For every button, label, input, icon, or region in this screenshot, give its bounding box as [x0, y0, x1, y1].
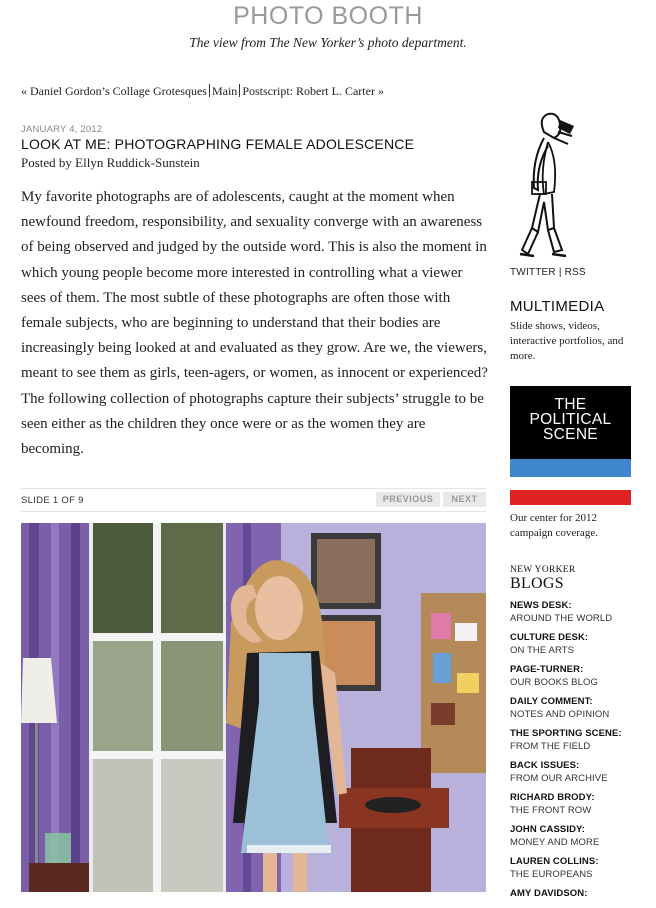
main-link[interactable]: Main	[211, 84, 238, 98]
post-article	[21, 124, 488, 506]
blog-name[interactable]: PAGE-TURNER:	[510, 664, 584, 675]
next-slide-button[interactable]: NEXT	[443, 492, 486, 507]
twitter-link[interactable]: TWITTER	[510, 267, 556, 278]
blog-name[interactable]: DAILY COMMENT:	[510, 696, 593, 707]
post-body: My favorite photographs are of adolescents, caught at the moment when newfound freedom, responsibility, and sexuality converge with an awareness of being observed and judged by the outside word. This is also the moment in which young people become more interested in controlling what a viewer sees of them. The most subtle of these photographs are often those with female subjects, who are beginning to understand that their bodies are increasingly being looked at and evaluated as they grow. Are we, the viewers, meant to see them as girls, teen-agers, or women, as innocent or experienced? The following collection of photographs capture their subjects’ struggle to be seen either as the children they once were or as the women they are becoming.	[21, 189, 488, 458]
slide-photo-image	[21, 523, 486, 892]
blog-tagline: The view from The New Yorker’s photo department.	[189, 35, 467, 50]
blog-header	[0, 0, 656, 51]
blog-subtitle: FROM THE FIELD	[510, 740, 591, 752]
blog-name[interactable]: NEWS DESK:	[510, 600, 572, 611]
blog-item[interactable]	[510, 792, 635, 817]
social-divider: |	[558, 267, 562, 278]
blog-list	[510, 600, 635, 908]
blog-item[interactable]	[510, 664, 635, 689]
rss-link[interactable]: RSS	[564, 267, 586, 278]
post-title[interactable]: LOOK AT ME: PHOTOGRAPHING FEMALE ADOLESCENCE	[21, 136, 415, 152]
blog-item[interactable]	[510, 760, 635, 785]
previous-slide-button[interactable]: PREVIOUS	[376, 492, 440, 507]
previous-post-link[interactable]: « Daniel Gordon’s Collage Grotesques	[21, 84, 207, 98]
political-scene-line: SCENE	[543, 426, 598, 443]
post-date: JANUARY 4, 2012	[21, 124, 103, 135]
blog-subtitle: THE EUROPEANS	[510, 868, 593, 880]
blog-subtitle: OUR BOOKS BLOG	[510, 676, 598, 688]
blog-name[interactable]: AMY DAVIDSON:	[510, 888, 588, 899]
multimedia-description: Slide shows, videos, interactive portfolios, and more.	[510, 320, 624, 362]
political-scene-description: Our center for 2012 campaign coverage.	[510, 512, 598, 539]
slideshow-photo[interactable]	[21, 523, 486, 892]
blogs-heading[interactable]: BLOGS	[510, 575, 564, 592]
blog-name[interactable]: CULTURE DESK:	[510, 632, 589, 643]
blog-subtitle: NOTES AND OPINION	[510, 708, 610, 720]
nav-divider	[209, 84, 210, 97]
blog-item[interactable]	[510, 888, 635, 901]
blog-item[interactable]	[510, 600, 635, 625]
blog-subtitle: AROUND THE WORLD	[510, 612, 613, 624]
post-byline: Posted by Ellyn Ruddick-Sunstein	[21, 155, 200, 170]
blog-item[interactable]	[510, 632, 635, 657]
blog-subtitle: ON THE ARTS	[510, 644, 575, 656]
blog-name[interactable]: THE SPORTING SCENE:	[510, 728, 622, 739]
blog-name[interactable]: RICHARD BRODY:	[510, 792, 595, 803]
multimedia-heading[interactable]: MULTIMEDIA	[510, 298, 605, 315]
political-blue-stripe	[510, 459, 631, 477]
new-yorker-label: NEW YORKER	[510, 565, 576, 575]
next-post-link[interactable]: Postscript: Robert L. Carter »	[242, 84, 384, 98]
blog-name[interactable]: BACK ISSUES:	[510, 760, 580, 771]
political-scene-line: THE	[554, 396, 587, 413]
blog-subtitle: FROM OUR ARCHIVE	[510, 772, 608, 784]
blog-title[interactable]: PHOTO BOOTH	[233, 2, 423, 30]
photographer-illustration	[514, 110, 576, 258]
political-scene-banner[interactable]	[510, 386, 631, 477]
post-navigation	[21, 84, 384, 99]
blog-subtitle: THE FRONT ROW	[510, 804, 592, 816]
blog-name[interactable]: LAUREN COLLINS:	[510, 856, 599, 867]
slideshow-controls	[21, 488, 486, 512]
political-red-stripe	[510, 490, 631, 505]
blog-subtitle: MONEY AND MORE	[510, 836, 600, 848]
slide-counter: SLIDE 1 OF 9	[21, 495, 84, 506]
social-links	[510, 267, 586, 278]
blog-item[interactable]	[510, 824, 635, 849]
political-scene-logo	[510, 397, 631, 442]
nav-divider	[239, 84, 240, 97]
blog-item[interactable]	[510, 856, 635, 881]
blog-name[interactable]: JOHN CASSIDY:	[510, 824, 586, 835]
political-scene-line: POLITICAL	[529, 411, 612, 428]
blog-item[interactable]	[510, 696, 635, 721]
blog-item[interactable]	[510, 728, 635, 753]
